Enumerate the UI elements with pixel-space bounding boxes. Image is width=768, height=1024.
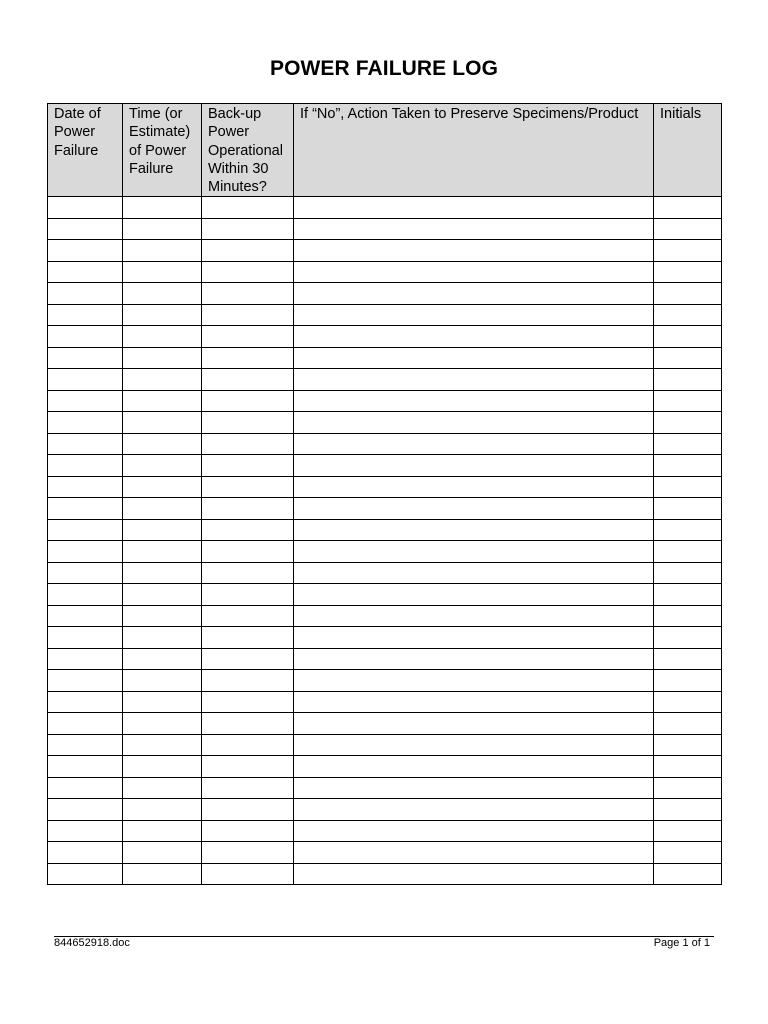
table-row <box>48 605 722 627</box>
cell-date[interactable] <box>48 799 123 821</box>
cell-date[interactable] <box>48 347 123 369</box>
cell-backup-power[interactable] <box>202 648 294 670</box>
cell-backup-power[interactable] <box>202 390 294 412</box>
cell-backup-power[interactable] <box>202 863 294 885</box>
cell-action-taken[interactable] <box>294 455 654 477</box>
cell-initials[interactable] <box>654 541 722 563</box>
cell-initials[interactable] <box>654 734 722 756</box>
cell-time[interactable] <box>123 777 202 799</box>
cell-backup-power[interactable] <box>202 519 294 541</box>
cell-time[interactable] <box>123 584 202 606</box>
table-row <box>48 756 722 778</box>
cell-action-taken[interactable] <box>294 584 654 606</box>
cell-time[interactable] <box>123 390 202 412</box>
cell-time[interactable] <box>123 304 202 326</box>
cell-initials[interactable] <box>654 777 722 799</box>
cell-initials[interactable] <box>654 498 722 520</box>
table-row <box>48 519 722 541</box>
cell-backup-power[interactable] <box>202 433 294 455</box>
footer-page-number: Page 1 of 1 <box>653 937 710 949</box>
cell-date[interactable] <box>48 627 123 649</box>
table-row <box>48 799 722 821</box>
cell-backup-power[interactable] <box>202 369 294 391</box>
cell-time[interactable] <box>123 519 202 541</box>
cell-initials[interactable] <box>654 627 722 649</box>
cell-action-taken[interactable] <box>294 498 654 520</box>
cell-action-taken[interactable] <box>294 240 654 262</box>
cell-date[interactable] <box>48 326 123 348</box>
document-title: POWER FAILURE LOG <box>269 57 499 80</box>
cell-initials[interactable] <box>654 605 722 627</box>
cell-backup-power[interactable] <box>202 691 294 713</box>
cell-date[interactable] <box>48 605 123 627</box>
cell-backup-power[interactable] <box>202 476 294 498</box>
cell-action-taken[interactable] <box>294 713 654 735</box>
cell-action-taken[interactable] <box>294 412 654 434</box>
cell-time[interactable] <box>123 476 202 498</box>
cell-initials[interactable] <box>654 369 722 391</box>
cell-action-taken[interactable] <box>294 863 654 885</box>
cell-backup-power[interactable] <box>202 326 294 348</box>
cell-initials[interactable] <box>654 455 722 477</box>
header-initials: Initials <box>654 104 722 197</box>
cell-backup-power[interactable] <box>202 584 294 606</box>
cell-time[interactable] <box>123 627 202 649</box>
cell-backup-power[interactable] <box>202 498 294 520</box>
cell-backup-power[interactable] <box>202 304 294 326</box>
cell-time[interactable] <box>123 412 202 434</box>
cell-action-taken[interactable] <box>294 541 654 563</box>
cell-initials[interactable] <box>654 261 722 283</box>
cell-time[interactable] <box>123 734 202 756</box>
table-row <box>48 562 722 584</box>
cell-initials[interactable] <box>654 648 722 670</box>
cell-date[interactable] <box>48 433 123 455</box>
cell-backup-power[interactable] <box>202 347 294 369</box>
table-row <box>48 326 722 348</box>
cell-initials[interactable] <box>654 820 722 842</box>
table-row <box>48 648 722 670</box>
cell-action-taken[interactable] <box>294 605 654 627</box>
cell-date[interactable] <box>48 218 123 240</box>
table-row <box>48 777 722 799</box>
cell-time[interactable] <box>123 820 202 842</box>
cell-action-taken[interactable] <box>294 842 654 864</box>
cell-initials[interactable] <box>654 390 722 412</box>
cell-time[interactable] <box>123 433 202 455</box>
cell-action-taken[interactable] <box>294 390 654 412</box>
cell-date[interactable] <box>48 519 123 541</box>
table-row <box>48 304 722 326</box>
cell-initials[interactable] <box>654 433 722 455</box>
cell-time[interactable] <box>123 863 202 885</box>
cell-initials[interactable] <box>654 476 722 498</box>
cell-action-taken[interactable] <box>294 734 654 756</box>
cell-backup-power[interactable] <box>202 197 294 219</box>
table-row <box>48 476 722 498</box>
cell-initials[interactable] <box>654 326 722 348</box>
header-action-taken: If “No”, Action Taken to Preserve Specimens/Product <box>294 104 654 197</box>
cell-action-taken[interactable] <box>294 627 654 649</box>
cell-time[interactable] <box>123 197 202 219</box>
cell-action-taken[interactable] <box>294 519 654 541</box>
cell-action-taken[interactable] <box>294 476 654 498</box>
footer-divider <box>54 936 714 937</box>
cell-action-taken[interactable] <box>294 756 654 778</box>
table-row <box>48 734 722 756</box>
cell-date[interactable] <box>48 670 123 692</box>
cell-initials[interactable] <box>654 412 722 434</box>
cell-date[interactable] <box>48 283 123 305</box>
table-row <box>48 197 722 219</box>
cell-initials[interactable] <box>654 863 722 885</box>
cell-action-taken[interactable] <box>294 777 654 799</box>
cell-backup-power[interactable] <box>202 713 294 735</box>
cell-backup-power[interactable] <box>202 756 294 778</box>
cell-initials[interactable] <box>654 691 722 713</box>
table-row <box>48 820 722 842</box>
cell-backup-power[interactable] <box>202 261 294 283</box>
cell-initials[interactable] <box>654 347 722 369</box>
cell-backup-power[interactable] <box>202 562 294 584</box>
cell-action-taken[interactable] <box>294 820 654 842</box>
cell-initials[interactable] <box>654 842 722 864</box>
cell-time[interactable] <box>123 455 202 477</box>
cell-action-taken[interactable] <box>294 218 654 240</box>
footer-filename: 844652918.doc <box>54 937 130 949</box>
cell-date[interactable] <box>48 820 123 842</box>
cell-backup-power[interactable] <box>202 240 294 262</box>
table-row <box>48 283 722 305</box>
table-row <box>48 713 722 735</box>
table-row <box>48 240 722 262</box>
cell-initials[interactable] <box>654 756 722 778</box>
cell-action-taken[interactable] <box>294 799 654 821</box>
cell-initials[interactable] <box>654 197 722 219</box>
cell-date[interactable] <box>48 584 123 606</box>
cell-action-taken[interactable] <box>294 670 654 692</box>
cell-date[interactable] <box>48 842 123 864</box>
cell-date[interactable] <box>48 777 123 799</box>
cell-time[interactable] <box>123 498 202 520</box>
cell-time[interactable] <box>123 562 202 584</box>
table-body <box>48 197 722 885</box>
cell-date[interactable] <box>48 498 123 520</box>
cell-action-taken[interactable] <box>294 197 654 219</box>
cell-date[interactable] <box>48 562 123 584</box>
table-row <box>48 261 722 283</box>
cell-backup-power[interactable] <box>202 412 294 434</box>
cell-action-taken[interactable] <box>294 347 654 369</box>
cell-date[interactable] <box>48 412 123 434</box>
cell-backup-power[interactable] <box>202 777 294 799</box>
cell-backup-power[interactable] <box>202 627 294 649</box>
cell-time[interactable] <box>123 326 202 348</box>
table-row <box>48 390 722 412</box>
cell-backup-power[interactable] <box>202 734 294 756</box>
cell-action-taken[interactable] <box>294 648 654 670</box>
header-date: Date of Power Failure <box>48 104 123 197</box>
cell-date[interactable] <box>48 390 123 412</box>
cell-action-taken[interactable] <box>294 562 654 584</box>
table-row <box>48 863 722 885</box>
cell-action-taken[interactable] <box>294 283 654 305</box>
table-row <box>48 347 722 369</box>
cell-backup-power[interactable] <box>202 605 294 627</box>
cell-date[interactable] <box>48 691 123 713</box>
table-row <box>48 369 722 391</box>
cell-initials[interactable] <box>654 519 722 541</box>
cell-action-taken[interactable] <box>294 433 654 455</box>
cell-initials[interactable] <box>654 304 722 326</box>
cell-date[interactable] <box>48 261 123 283</box>
cell-action-taken[interactable] <box>294 326 654 348</box>
table-row <box>48 455 722 477</box>
cell-backup-power[interactable] <box>202 218 294 240</box>
header-backup-power: Back-up Power Operational Within 30 Minutes? <box>202 104 294 197</box>
cell-backup-power[interactable] <box>202 670 294 692</box>
cell-date[interactable] <box>48 240 123 262</box>
cell-time[interactable] <box>123 283 202 305</box>
cell-action-taken[interactable] <box>294 691 654 713</box>
cell-time[interactable] <box>123 713 202 735</box>
cell-initials[interactable] <box>654 283 722 305</box>
table-row <box>48 498 722 520</box>
table-row <box>48 584 722 606</box>
cell-initials[interactable] <box>654 584 722 606</box>
table-row <box>48 691 722 713</box>
cell-backup-power[interactable] <box>202 455 294 477</box>
cell-backup-power[interactable] <box>202 820 294 842</box>
table-row <box>48 842 722 864</box>
cell-time[interactable] <box>123 648 202 670</box>
cell-time[interactable] <box>123 347 202 369</box>
cell-initials[interactable] <box>654 218 722 240</box>
cell-action-taken[interactable] <box>294 304 654 326</box>
cell-action-taken[interactable] <box>294 369 654 391</box>
cell-date[interactable] <box>48 648 123 670</box>
power-failure-log-table <box>47 103 722 885</box>
cell-date[interactable] <box>48 541 123 563</box>
cell-time[interactable] <box>123 691 202 713</box>
cell-time[interactable] <box>123 605 202 627</box>
cell-backup-power[interactable] <box>202 283 294 305</box>
cell-initials[interactable] <box>654 713 722 735</box>
cell-initials[interactable] <box>654 670 722 692</box>
header-time: Time (or Estimate) of Power Failure <box>123 104 202 197</box>
cell-date[interactable] <box>48 756 123 778</box>
table-row <box>48 433 722 455</box>
cell-initials[interactable] <box>654 562 722 584</box>
cell-backup-power[interactable] <box>202 842 294 864</box>
table-row <box>48 218 722 240</box>
table-row <box>48 412 722 434</box>
cell-date[interactable] <box>48 476 123 498</box>
cell-time[interactable] <box>123 240 202 262</box>
cell-time[interactable] <box>123 799 202 821</box>
cell-backup-power[interactable] <box>202 799 294 821</box>
cell-backup-power[interactable] <box>202 541 294 563</box>
cell-date[interactable] <box>48 863 123 885</box>
cell-time[interactable] <box>123 842 202 864</box>
cell-time[interactable] <box>123 218 202 240</box>
cell-action-taken[interactable] <box>294 261 654 283</box>
cell-initials[interactable] <box>654 240 722 262</box>
cell-date[interactable] <box>48 713 123 735</box>
cell-date[interactable] <box>48 304 123 326</box>
cell-date[interactable] <box>48 369 123 391</box>
table-row <box>48 627 722 649</box>
cell-time[interactable] <box>123 261 202 283</box>
cell-time[interactable] <box>123 670 202 692</box>
cell-time[interactable] <box>123 369 202 391</box>
cell-initials[interactable] <box>654 799 722 821</box>
cell-time[interactable] <box>123 541 202 563</box>
cell-date[interactable] <box>48 734 123 756</box>
cell-date[interactable] <box>48 197 123 219</box>
cell-date[interactable] <box>48 455 123 477</box>
table-row <box>48 541 722 563</box>
table-header-row <box>48 104 722 197</box>
cell-time[interactable] <box>123 756 202 778</box>
table-row <box>48 670 722 692</box>
